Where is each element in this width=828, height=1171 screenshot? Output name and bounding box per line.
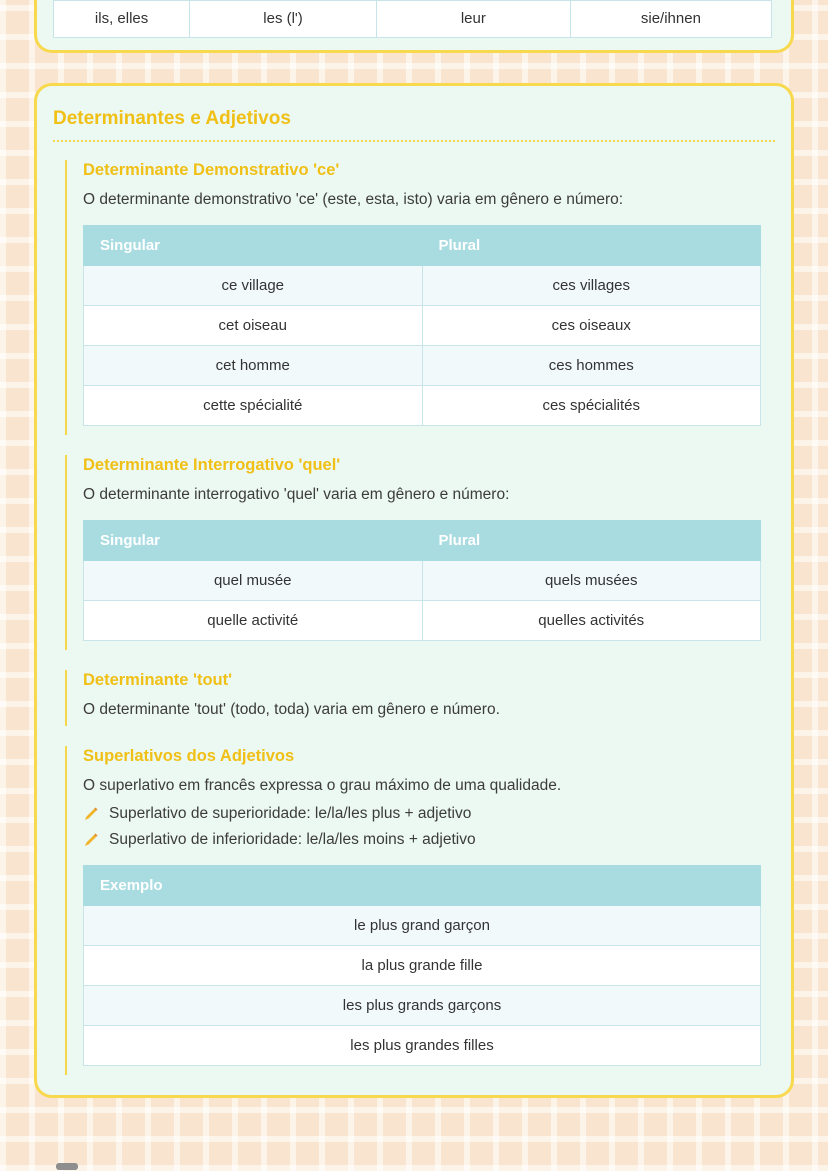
list-item xyxy=(83,831,775,849)
table-cell: les plus grandes filles xyxy=(84,1026,761,1066)
table-cell: ces villages xyxy=(422,266,761,306)
demonstrativo-table xyxy=(83,225,761,426)
table-cell: la plus grande fille xyxy=(84,946,761,986)
table-header-singular: Singular xyxy=(84,226,423,266)
section-heading: Determinante Demonstrativo 'ce' xyxy=(83,161,340,179)
table-cell: ce village xyxy=(84,266,423,306)
table-body xyxy=(84,561,761,641)
section-interrogativo xyxy=(65,455,775,650)
pencil-icon xyxy=(83,806,99,822)
table-cell: ces hommes xyxy=(422,346,761,386)
section-tout xyxy=(65,670,775,726)
table-row xyxy=(84,561,761,601)
table-header-plural: Plural xyxy=(422,226,761,266)
table-header-exemplo: Exemplo xyxy=(84,866,761,906)
table-row xyxy=(84,946,761,986)
section-paragraph: O determinante interrogativo 'quel' varia em gênero e número: xyxy=(83,486,510,503)
table-head xyxy=(84,226,761,266)
section-heading: Determinante 'tout' xyxy=(83,671,233,689)
section-superlativos xyxy=(65,746,775,1075)
table-cell: les (l') xyxy=(189,0,377,38)
table-head xyxy=(84,521,761,561)
table-cell: leur xyxy=(376,0,571,38)
table-row xyxy=(84,906,761,946)
list-item xyxy=(83,805,775,823)
table-cell: quel musée xyxy=(84,561,423,601)
table-row xyxy=(84,1026,761,1066)
table-header-plural: Plural xyxy=(422,521,761,561)
horizontal-scrollbar-thumb[interactable] xyxy=(56,1163,78,1170)
table-row xyxy=(84,346,761,386)
table-cell: cet oiseau xyxy=(84,306,423,346)
table-row xyxy=(84,266,761,306)
card-title: Determinantes e Adjetivos xyxy=(53,108,775,142)
table-cell: quelle activité xyxy=(84,601,423,641)
table-cell: cet homme xyxy=(84,346,423,386)
list-item-text: Superlativo de superioridade: le/la/les plus + adjetivo xyxy=(109,805,472,822)
table-body xyxy=(84,266,761,426)
section-heading: Determinante Interrogativo 'quel' xyxy=(83,456,341,474)
pronouns-table-row xyxy=(53,0,775,38)
table-header-row xyxy=(84,521,761,561)
table-cell: ces spécialités xyxy=(422,386,761,426)
table-cell: quels musées xyxy=(422,561,761,601)
table-row xyxy=(84,306,761,346)
list-item-text: Superlativo de inferioridade: le/la/les moins + adjetivo xyxy=(109,831,476,848)
table-cell: sie/ihnen xyxy=(570,0,772,38)
section-paragraph: O determinante demonstrativo 'ce' (este, esta, isto) varia em gênero e número: xyxy=(83,191,624,208)
table-cell: le plus grand garçon xyxy=(84,906,761,946)
superlativo-bullets xyxy=(83,805,775,849)
table-row xyxy=(84,601,761,641)
section-heading: Superlativos dos Adjetivos xyxy=(83,747,295,765)
table-cell: ces oiseaux xyxy=(422,306,761,346)
table-row xyxy=(84,386,761,426)
table-row xyxy=(84,986,761,1026)
section-paragraph: O determinante 'tout' (todo, toda) varia em gênero e número. xyxy=(83,701,500,718)
section-paragraph: O superlativo em francês expressa o grau máximo de uma qualidade. xyxy=(83,777,562,794)
table-cell: les plus grands garçons xyxy=(84,986,761,1026)
table-cell: cette spécialité xyxy=(84,386,423,426)
table-head xyxy=(84,866,761,906)
exemplo-table xyxy=(83,865,761,1066)
table-cell: ils, elles xyxy=(53,0,190,38)
previous-card-bottom xyxy=(34,0,794,53)
table-header-singular: Singular xyxy=(84,521,423,561)
table-body xyxy=(84,906,761,1066)
table-header-row xyxy=(84,866,761,906)
section-demonstrativo xyxy=(65,160,775,435)
determinantes-card xyxy=(34,83,794,1098)
table-cell: quelles activités xyxy=(422,601,761,641)
pencil-icon xyxy=(83,832,99,848)
interrogativo-table xyxy=(83,520,761,641)
table-header-row xyxy=(84,226,761,266)
